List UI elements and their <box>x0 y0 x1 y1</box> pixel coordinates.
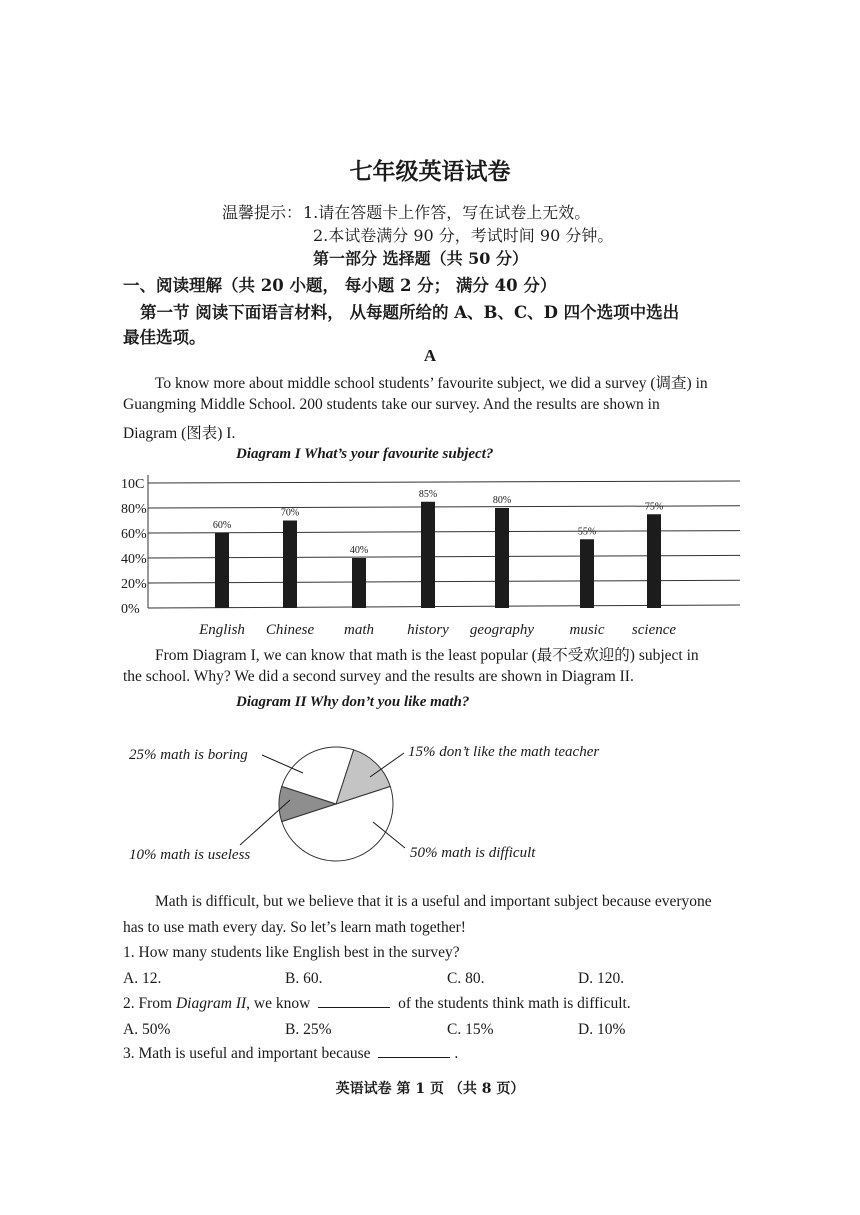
bar-value-label: 75% <box>644 501 664 513</box>
paragraph-3-line-1: Math is difficult, but we believe that it is a useful and important subject because everyone <box>155 893 712 910</box>
pie-label-useless: 10% math is useless <box>129 847 251 863</box>
question-1-option-b: B. 60. <box>285 970 323 987</box>
tip-line-1: 1.请在答题卡上作答，写在试卷上无效。 <box>303 203 591 222</box>
question-1-option-c: C. 80. <box>447 970 485 987</box>
diagram-2-title: Diagram II Why don’t you like math? <box>236 694 470 710</box>
x-category-label: history <box>407 622 449 638</box>
bar-math <box>352 558 366 608</box>
paragraph-3-line-2: has to use math every day. So let’s learn math together! <box>123 919 466 936</box>
y-tick-label: 40% <box>121 552 147 567</box>
question-2-stem <box>123 995 631 1013</box>
question-2-option-a: A. 50% <box>123 1021 171 1038</box>
question-1-option-d: D. 120. <box>578 970 625 987</box>
question-3-stem-text: 3. Math is useful and important because <box>123 1045 371 1062</box>
bar-music <box>580 539 594 608</box>
y-tick-label: 80% <box>121 502 147 517</box>
passage-heading: A <box>423 346 437 365</box>
x-category-label: Chinese <box>265 622 315 638</box>
paragraph-2-line-2: the school. Why? We did a second survey and the results are shown in Diagram II. <box>123 668 634 685</box>
bar-history <box>421 502 435 608</box>
paragraph-1-line-2: Guangming Middle School. 200 students take our survey. And the results are shown in <box>123 396 660 413</box>
bar-science <box>647 514 661 608</box>
bar-value-label: 55% <box>577 526 597 538</box>
bar-value-label: 85% <box>418 488 438 500</box>
pie-chart <box>0 715 860 875</box>
bar-geography <box>495 508 509 608</box>
x-category-label: science <box>631 622 677 638</box>
part-one-heading: 第一部分 选择题（共 50 分） <box>313 249 528 268</box>
paragraph-1-line-1: To know more about middle school students’ favourite subject, we did a survey (调查) in <box>155 375 708 392</box>
question-2-option-d: D. 10% <box>578 1021 626 1038</box>
question-3-blank[interactable] <box>378 1045 450 1058</box>
bar-value-label: 60% <box>212 520 232 531</box>
instruction-line-1: 第一节 阅读下面语言材料， 从每题所给的 A、B、C、D 四个选项中选出 <box>140 303 680 322</box>
pie-label-teacher: 15% don’t like the math teacher <box>408 744 600 760</box>
question-2-option-c: C. 15% <box>447 1021 494 1038</box>
tip-line-2: 2.本试卷满分 90 分，考试时间 90 分钟。 <box>313 226 614 245</box>
tip-label: 温馨提示： <box>222 203 303 222</box>
paragraph-1-line-3: Diagram (图表) I. <box>123 425 236 442</box>
bar-chinese <box>283 521 297 609</box>
page-footer: 英语试卷 第 1 页 （共 8 页） <box>335 1081 525 1097</box>
x-category-label: math <box>344 622 374 638</box>
y-tick-label: 20% <box>121 577 147 592</box>
x-category-label: English <box>199 622 245 638</box>
bar-english <box>215 533 229 608</box>
question-3-stem <box>123 1045 458 1063</box>
section-one-heading: 一、阅读理解（共 20 小题， 每小题 2 分； 满分 40 分） <box>123 276 557 295</box>
question-2-blank[interactable] <box>318 995 390 1008</box>
pie-label-difficult: 50% math is difficult <box>410 845 536 861</box>
question-2-option-b: B. 25% <box>285 1021 332 1038</box>
diagram-1-title: Diagram I What’s your favourite subject? <box>236 446 494 462</box>
instruction-line-2: 最佳选项。 <box>123 328 206 347</box>
paragraph-2-line-1: From Diagram I, we can know that math is the least popular (最不受欢迎的) subject in <box>155 647 699 664</box>
y-tick-label: 10C <box>121 477 145 492</box>
question-2-stem-mid: , we know <box>246 995 311 1012</box>
question-2-stem-start: 2. From <box>123 995 173 1012</box>
paper-title: 七年级英语试卷 <box>349 158 511 185</box>
question-1-option-a: A. 12. <box>123 970 162 987</box>
question-3-period: . <box>454 1045 459 1062</box>
pie-label-boring: 25% math is boring <box>129 747 248 763</box>
y-tick-label: 0% <box>121 602 140 617</box>
y-tick-label: 60% <box>121 527 147 542</box>
bar-value-label: 80% <box>492 495 512 506</box>
bar-value-label: 70% <box>280 507 300 519</box>
y-gridline <box>148 481 740 483</box>
x-category-label: geography <box>469 622 535 638</box>
question-2-stem-end: of the students think math is difficult. <box>398 995 631 1012</box>
x-category-label: music <box>569 622 605 638</box>
question-1-stem: 1. How many students like English best in the survey? <box>123 944 460 961</box>
bar-value-label: 40% <box>349 545 369 556</box>
question-2-stem-diagram: Diagram II <box>175 995 247 1012</box>
